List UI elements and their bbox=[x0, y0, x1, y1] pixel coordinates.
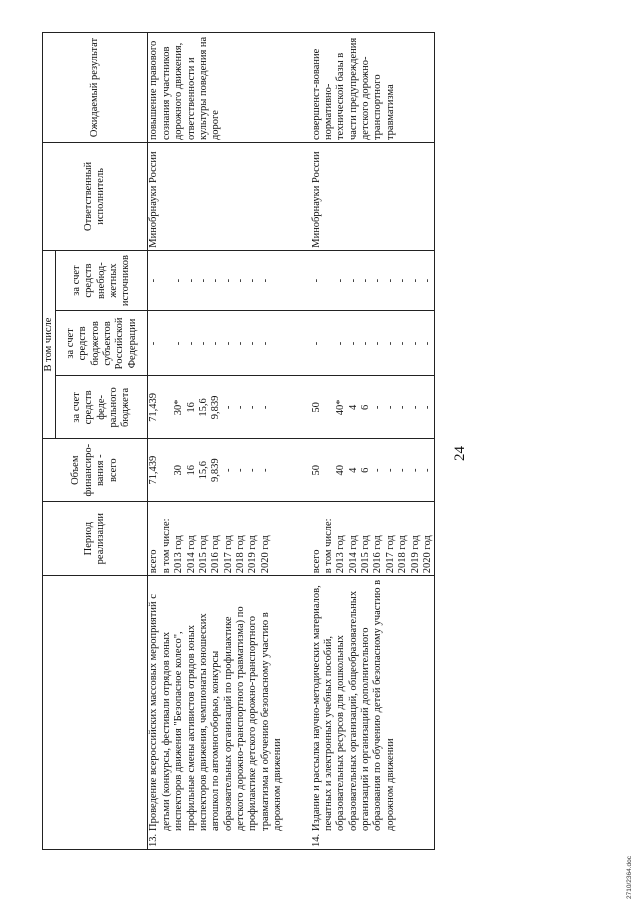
period-item: 2019 год bbox=[409, 535, 421, 574]
extrabudget-value: - bbox=[360, 278, 371, 283]
period-item: всего bbox=[310, 549, 322, 574]
result-cell: совершенст-вование нормативно-технической базы в части предупреждения детского дорожно-транспортного травматизма bbox=[311, 33, 435, 143]
regional-value: - bbox=[173, 341, 185, 346]
extrabudget-value: - bbox=[335, 278, 347, 283]
volume-value: 40 bbox=[335, 464, 347, 476]
measures-table bbox=[42, 32, 435, 850]
federal-value: 71,439 bbox=[148, 392, 160, 422]
row-spacer bbox=[285, 33, 311, 850]
federal-value: 16 bbox=[185, 402, 197, 413]
federal-value: - bbox=[397, 405, 409, 410]
period-cell bbox=[148, 502, 285, 576]
extrabudget-value: - bbox=[247, 278, 259, 283]
period-item: 2016 год bbox=[372, 535, 384, 574]
table-row bbox=[311, 33, 435, 850]
extrabudget-value: - bbox=[185, 278, 197, 283]
period-item: всего bbox=[148, 549, 160, 574]
regional-value: - bbox=[409, 341, 421, 346]
extrabudget-value bbox=[161, 253, 173, 309]
regional-value: - bbox=[310, 341, 322, 346]
extrabudget-value: - bbox=[173, 278, 185, 283]
regional-cell bbox=[148, 311, 285, 376]
volume-value: 4 bbox=[347, 467, 359, 473]
header-in-that-number: В том числе bbox=[43, 250, 56, 439]
volume-value bbox=[161, 441, 173, 499]
federal-value: - bbox=[235, 405, 246, 410]
regional-value: - bbox=[197, 341, 209, 346]
table-row bbox=[148, 33, 285, 850]
federal-value: 4 bbox=[347, 404, 359, 411]
regional-value: - bbox=[384, 341, 396, 346]
volume-value bbox=[323, 441, 335, 499]
federal-value bbox=[161, 378, 173, 436]
period-item: 2016 год bbox=[210, 535, 222, 574]
volume-value: 50 bbox=[310, 464, 322, 476]
header-federal: за счет средств феде-рального бюджета bbox=[56, 376, 148, 439]
volume-value: - bbox=[372, 468, 384, 472]
extrabudget-value: - bbox=[397, 278, 409, 283]
period-item: 2015 год bbox=[360, 535, 371, 574]
volume-value: - bbox=[235, 468, 246, 472]
federal-value: - bbox=[247, 405, 259, 410]
federal-value: 30* bbox=[173, 399, 185, 416]
period-item: 2020 год bbox=[421, 535, 433, 574]
federal-cell bbox=[311, 376, 435, 439]
extrabudget-value: - bbox=[197, 278, 209, 283]
period-item: 2013 год bbox=[173, 535, 185, 574]
regional-value: - bbox=[210, 341, 222, 346]
federal-value: - bbox=[259, 405, 271, 410]
extrabudget-value bbox=[323, 253, 335, 309]
page-number: 24 bbox=[452, 446, 468, 461]
row-number: 13. bbox=[148, 833, 160, 847]
period-item: 2019 год bbox=[247, 535, 259, 574]
volume-cell bbox=[148, 439, 285, 502]
regional-value: - bbox=[421, 341, 433, 346]
extrabudget-value: - bbox=[210, 278, 222, 283]
federal-value: 40* bbox=[335, 399, 347, 416]
period-cell bbox=[311, 502, 435, 576]
volume-value: 15,6 bbox=[197, 461, 209, 480]
extrabudget-cell bbox=[148, 250, 285, 311]
period-item: 2017 год bbox=[222, 535, 234, 574]
measure-name-cell bbox=[311, 576, 435, 850]
extrabudget-value: - bbox=[409, 278, 421, 283]
federal-value: 50 bbox=[310, 402, 322, 413]
volume-value: - bbox=[247, 468, 259, 472]
regional-value: - bbox=[397, 341, 409, 346]
regional-value: - bbox=[372, 341, 384, 346]
volume-value: 71,439 bbox=[148, 455, 160, 485]
header-regional: за счет средств бюджетов субъектов Российской Федерации bbox=[56, 311, 148, 376]
measure-name: Издание и рассылка научно-методических материалов, печатных и электронных учебных пособий, образовательных ресурсов для дошкольных образовательных организаций, общеобразовательных организаций и организаций дополнительного образования по обучению детей безопасному участию в дорожном движении bbox=[310, 579, 396, 831]
period-item: 2018 год bbox=[397, 535, 409, 574]
volume-value: 30 bbox=[173, 464, 185, 476]
volume-value: - bbox=[409, 468, 421, 472]
header-extrabudget: за счет средств внебюд-жетных источников bbox=[56, 250, 148, 311]
volume-value: 9,839 bbox=[210, 458, 222, 483]
period-item: 2018 год bbox=[235, 535, 246, 574]
federal-value: - bbox=[222, 405, 234, 410]
federal-cell bbox=[148, 376, 285, 439]
extrabudget-value: - bbox=[310, 278, 322, 283]
federal-value: - bbox=[421, 405, 433, 410]
period-item: 2017 год bbox=[384, 535, 396, 574]
volume-value: - bbox=[421, 468, 433, 472]
period-item: 2013 год bbox=[335, 535, 347, 574]
period-item: 2015 год bbox=[197, 535, 209, 574]
extrabudget-cell bbox=[311, 250, 435, 311]
period-item: 2014 год bbox=[347, 535, 359, 574]
volume-cell bbox=[311, 439, 435, 502]
volume-value: 6 bbox=[360, 467, 371, 473]
regional-value: - bbox=[235, 341, 246, 346]
federal-value bbox=[323, 378, 335, 436]
federal-value: 15,6 bbox=[197, 398, 209, 417]
regional-value: - bbox=[259, 341, 271, 346]
header-result: Ожидаемый результат bbox=[43, 33, 148, 143]
volume-value: - bbox=[397, 468, 409, 472]
measure-name-cell bbox=[148, 576, 285, 850]
regional-value: - bbox=[222, 341, 234, 346]
extrabudget-value: - bbox=[421, 278, 433, 283]
period-item: 2020 год bbox=[259, 535, 271, 574]
extrabudget-value: - bbox=[235, 278, 246, 283]
extrabudget-value: - bbox=[222, 278, 234, 283]
document-id: 2710/2364.doc bbox=[626, 855, 633, 899]
federal-value: - bbox=[372, 405, 384, 410]
extrabudget-value: - bbox=[148, 278, 160, 283]
period-item: в том числе: bbox=[322, 518, 334, 574]
period-item: 2014 год bbox=[185, 535, 197, 574]
federal-value: 6 bbox=[360, 404, 371, 411]
volume-value: - bbox=[384, 468, 396, 472]
federal-value: - bbox=[409, 405, 421, 410]
result-cell: повышение правового сознания участников дорожного движения, ответственности и культуры поведения на дороге bbox=[148, 33, 285, 143]
regional-value: - bbox=[185, 341, 197, 346]
measure-name: Проведение всероссийских массовых мероприятий с детьми (конкурсы, фестивали отрядов юных инспекторов движения "Безопасное колесо", профильные смены активистов отрядов юных инспекторов движения, чемпионаты юношеских автошкол по автомногоборью, конкурсы образовательных организаций по профилактике детского дорожно-транспортного травматизма) по профилактике детского дорожно-транспортного травматизма и обучению безопасному участию в дорожном движении bbox=[148, 594, 284, 831]
extrabudget-value: - bbox=[259, 278, 271, 283]
volume-value: 16 bbox=[185, 464, 197, 476]
header-responsible: Ответственный исполнитель bbox=[43, 143, 148, 251]
table-body bbox=[148, 33, 435, 850]
regional-value: - bbox=[360, 341, 371, 346]
row-number: 14. bbox=[310, 833, 322, 847]
responsible-cell: Минобрнауки России bbox=[311, 143, 435, 251]
header-period: Период реализации bbox=[43, 502, 148, 576]
regional-value: - bbox=[335, 341, 347, 346]
regional-value: - bbox=[347, 341, 359, 346]
federal-value: - bbox=[384, 405, 396, 410]
header-volume: Объем финансиро-вания - всего bbox=[43, 439, 148, 502]
regional-value bbox=[161, 313, 173, 373]
extrabudget-value: - bbox=[347, 278, 359, 283]
extrabudget-value: - bbox=[372, 278, 384, 283]
header-name bbox=[43, 576, 148, 850]
regional-value: - bbox=[148, 341, 160, 346]
federal-value: 9,839 bbox=[210, 395, 222, 420]
volume-value: - bbox=[222, 468, 234, 472]
extrabudget-value: - bbox=[384, 278, 396, 283]
responsible-cell: Минобрнауки России bbox=[148, 143, 285, 251]
volume-value: - bbox=[259, 468, 271, 472]
regional-value: - bbox=[247, 341, 259, 346]
regional-cell bbox=[311, 311, 435, 376]
regional-value bbox=[323, 313, 335, 373]
period-item: в том числе: bbox=[160, 518, 172, 574]
